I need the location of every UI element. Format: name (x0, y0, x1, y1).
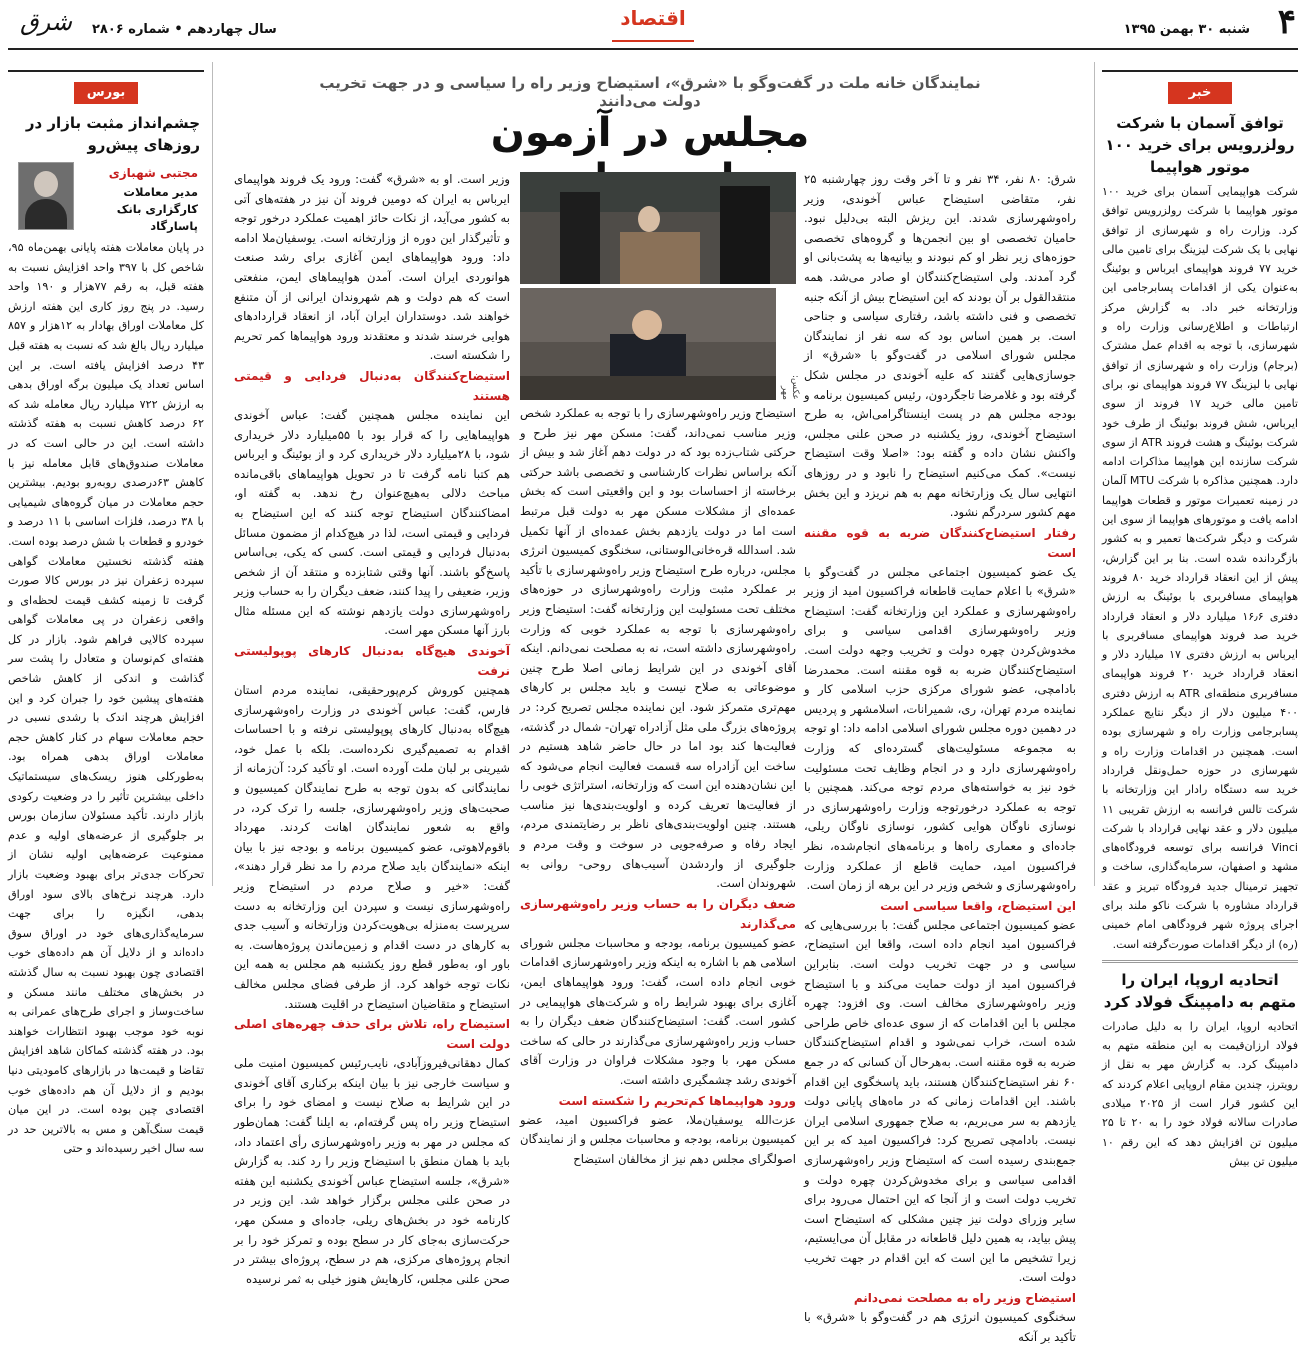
lead-headline: مجلس در آزمون (490, 110, 810, 156)
left-sidebar-rule (8, 70, 204, 72)
story-subhead: ورود هواپیماها کم‌تحریم را شکسته است (558, 1093, 796, 1108)
story-paragraph: همچنین کوروش کرم‌پورحقیقی، نماینده مردم استان فارس، گفت: عباس آخوندی در وزارت راه‌وشهرسازی هیچ‌گاه به‌دنبال کارهای پوپولیستی نرفته و با احساسات اقدام به تصمیم‌گیری نکرده‌است. بلکه با عمل خود، شیرینی بر لبان ملت آورده است. او تأکید کرد: آن‌زمانه از نمایندگانی که بدون توجه به طرح نمایندگان کمیسیون و صحبت‌های وزیر راه‌وشهرسازی، جلسه را ترک کرد، در واقع به شعور نمایندگان اهانت کردند. مهرداد باقوم‌لاهوتی، عضو کمیسیون برنامه و بودجه نیز با بیان اینکه «نمایندگان باید صلاح مردم را مد نظر قرار دهند»، گفت: «خیر و صلاح مردم در استیضاح وزیر راه‌وشهرسازی نیست و سپردن این وزارتخانه به دست سرپرست به‌منزله بی‌هویت‌کردن وزارتخانه و آسیب جدی به کارهای در دست اقدام و زمین‌ماندن پروژه‌هاست. به باور او، به‌طور قطع روز یکشنبه هم مجلس به همه این نکات توجه خواهد کرد. از طرفی فضای مجلس مخالف استیضاح و متقاضیان استیضاح در اقلیت هستند. (234, 683, 510, 1011)
lead-column-3 (234, 170, 511, 1286)
right-sidebar-rule (1102, 70, 1298, 72)
lead-column-2 (520, 404, 796, 1166)
news-body-1: شرکت هواپیمایی آسمان برای خرید ۱۰۰ موتور هواپیما با شرکت رولزرویس توافق کرد. وزارت راه و شهرسازی از توافق نهایی با یک شرکت لیزینگ برای تامین مالی خرید ۷۷ فروند هواپیمای ایرباس و بوئینگ به‌عنوان یکی از اقدامات پسابرجامی این وزارتخانه خبر داد. به گزارش مرکز ارتباطات و اطلاع‌رسانی وزارت راه و شهرسازی، با توجه به اقدام عمل مشترک (برجام) وزارت راه و شهرسازی از توافق نهایی با لیزینگ ۷۷ فروند هواپیمای نو، برای تامین مالی خرید ۱۷ فروند از سوی ایرباس، شش فروند بوئینگ از طرف خود شرکت بوئینگ و هشت فروند ATR از سوی شرکت سازنده این هواپیما مذاکرات ادامه دارد. همچنین مذاکره با شرکت MTU آلمان در زمینه تعمیرات موتور و قطعات هواپیما ادامه یافت و موتورهای هواپیما از سوی این شرکت و دیگر شرکت‌ها تعمیر و به کشور بازگردانده شده است. بنا بر این گزارش، پیش از این انعقاد قرارداد خرید ۸۰ فروند هواپیمای مسافربری با بوئینگ به ارزش دفتری ۱۶٫۶ میلیارد دلار و انعقاد قرارداد خرید صد فروند هواپیمای مسافربری با ایرباس به ارزش دفتری ۱۷ میلیارد دلار و انعقاد قرارداد خرید ۲۰ فروند هواپیمای مسافربری منطقه‌ای ATR به ارزش دفتری ۴۰۰ میلیون دلار از دیگر نتایج عملکرد پسابرجامی وزارت راه و شهرسازی بوده است. همچنین در اقدامات وزارت راه و شهرسازی در حوزه حمل‌ونقل قرارداد خرید سه دستگاه رادار این وزارتخانه با شرکت تالس فرانسه به ارزش تقریبی ۱۱ میلیون دلار و عقد نهایی قرارداد با شرکت Vinci فرانسه برای توسعه فرودگاه‌های مشهد و اصفهان، سرمایه‌گذاری، ساخت و تجهیز ترمینال جدید فرودگاه تبریز و عقد قرارداد مشاوره با شرکت ناکو ملند برای اجرای پروژه شهر فرودگاهی امام خمینی (ره) از دیگر اقدامات صورت‌گرفته است. (1102, 185, 1298, 951)
lead-column-1 (804, 170, 1076, 1344)
bourse-title: چشم‌انداز مثبت بازار در روزهای پیش‌رو (25, 114, 200, 154)
lead-photo-top (520, 172, 796, 284)
bourse-tag: بورس (74, 82, 138, 104)
issue-number: سال چهاردهم • شماره ۲۸۰۶ (92, 22, 277, 37)
photo-credit: عکس: مهر (780, 375, 800, 400)
lead-kicker: نمایندگان خانه ملت در گفت‌وگو با «شرق»، استیضاح وزیر راه را سیاسی و در جهت تخریب دولت می‌دانند (319, 74, 981, 110)
story-paragraph: عضو کمیسیون برنامه، بودجه و محاسبات مجلس شورای اسلامی هم با اشاره به اینکه وزیر راه‌وشهرسازی اقدامات خوبی انجام داده است، گفت: ورود هواپیماهای ایمن، آغازی برای بهبود شرایط راه و شرکت‌های هواپیمایی در کشور است. گفت: استیضاح‌کنندگان ضعف دیگران را به حساب وزیر راه‌وشهرسازی می‌گذارند در حالی که ساخت مسکن مهر، با وجود مشکلات فراوان در وزارت آقای آخوندی رشد چشمگیری داشته است. (520, 935, 796, 1087)
story-subhead: ضعف دیگران را به حساب وزیر راه‌وشهرسازی می‌گذارند (520, 896, 796, 931)
news-title-1: توافق آسمان با شرکت رولزرویس برای خرید ۱۰۰ موتور هواپیما (1105, 114, 1295, 176)
story-subhead: این استیضاح، واقعا سیاسی است (880, 898, 1076, 913)
author-block (8, 162, 204, 232)
page-number: ۴ (1277, 2, 1296, 42)
issue-date: شنبه ۳۰ بهمن ۱۳۹۵ (1123, 22, 1250, 37)
newspaper-logo: شرق (20, 8, 72, 36)
story-paragraph: این نماینده مجلس همچنین گفت: عباس آخوندی هواپیماهایی را که قرار بود با ۵۵میلیارد دلار خریداری شود، با ۲۸میلیارد دلار خریداری کرد و از بوئینگ و ایرباس هم کتبا نامه گرفت تا در تحویل هواپیماهای باقی‌مانده مباحث دلالی به‌هیچ‌عنوان رخ ندهد. به گفته او، امضاکنندگان استیضاح توجه کنند که این استیضاح به فردایی و قیمتی است، لذا در هیچ‌کدام از مضمون مسائل به‌دنبال فردایی و قیمتی است. کسی که یکی، بی‌اساس پاسخ‌گو باشند. آنها وقتی شتابزده و منتقد آن از شخص وزیر، ضعیفی را پیدا کنند، ضعف دیگران را به حساب وزیر راه‌وشهرسازی دولت یازدهم نوشته که این مسئله مثال بارز آنها مسکن مهر است. (234, 407, 511, 638)
story-subhead: آخوندی هیچ‌گاه به‌دنبال کارهای پوپولیستی نرفت (234, 644, 510, 679)
story-paragraph: سخنگوی کمیسیون انرژی هم در گفت‌وگو با «شرق» با تأکید بر آنکه (804, 1310, 1076, 1344)
author-title: مدیر معاملات کارگزاری بانک پاسارگاد (116, 185, 198, 233)
left-column-divider (212, 62, 213, 886)
news-divider (1102, 960, 1298, 963)
story-paragraph: عضو کمیسیون اجتماعی مجلس گفت: با بررسی‌هایی که فراکسیون امید انجام داده است، واقعا این استیضاح، سیاسی و در جهت تخریب دولت است. بنابراین فراکسیون امید از دولت حمایت می‌کند و با استیضاح وزیر راه‌وشهرسازی مخالف است. وی افزود: چهره مجلس با این اقدامات که از سوی عده‌ای خاص طراحی شده است، خراب نمی‌شود و اقدام استیضاح‌کنندگان ضربه به قوه مقننه است. به‌هرحال آن کسانی که در جمع ۶۰ نفر استیضاح‌کنندگان هستند، باید پاسخگوی این اقدام باشند. این اقدامات زمانی که در ماه‌های پایانی دولت یازدهم به سر می‌بریم، به صلاح جمهوری اسلامی ایران نیست. بادامچی تصریح کرد: فراکسیون امید که بر این جمع‌بندی رسیده است که استیضاح وزیر راه‌وشهرسازی اقدامی سیاسی و برای مخدوش‌کردن چهره دولت و تخریب دولت است و از آنجا که این احتمال می‌رود برای سایر وزرای دولت نیز چنین مشکلی که استیضاح است پیش بیاید، به همین دلیل قاطعانه در مقابل آن می‌ایستیم، زیرا تشخیص ما این است که این اقدام در جهت تخریب دولت است. (804, 917, 1076, 1285)
story-subhead: رفتار استیضاح‌کنندگان ضربه به قوه مقننه است (804, 525, 1076, 560)
story-paragraph: استیضاح وزیر راه‌وشهرسازی را با توجه به عملکرد شخص وزیر مناسب نمی‌داند، گفت: مسکن مهر نیز طرح و حرکتی شتاب‌زده بود که در دولت دهم آغاز شد و بیش از آنکه براساس نظرات کارشناسی و تخصصی باشد حرکتی برخاسته از احساسات بود و این واقعیتی است که بخش عمده‌ای از مشکلات مسکن مهر به دولت قبل مرتبط است اما در دولت یازدهم بخش عمده‌ای از آنها تکمیل شد. اسدالله قره‌خانی‌الوستانی، سخنگوی کمیسیون انرژی مجلس، درباره طرح استیضاح وزیر راه‌وشهرسازی با تأکید بر عملکرد مثبت وزارت راه‌وشهرسازی در حوزه‌های مختلف تحت مسئولیت این وزارتخانه گفت: استیضاح وزیر راه‌وشهرسازی با توجه به عملکرد خوبی که وزارت راه‌وشهرسازی داشته است، نه به مصلحت نمی‌دانم. اینکه آقای آخوندی در این شرایط زمانی اصلا طرح چنین موضوعاتی به صلاح نیست و باید مجلس بر کارهای مهم‌تری متمرکز شود. این نماینده مجلس تصریح کرد: در پروژه‌های بزرگ ملی مثل آزادراه تهران- شمال در گذشته، فعالیت‌ها کند بود اما در حال حاضر شاهد هستیم در ساخت این آزادراه سه قسمت فعالیت انجام می‌شود که این نشان‌دهنده این است که وزارتخانه، استراتژی خوبی را از فعالیت‌ها تعریف کرده و اولویت‌بندی‌ها نیز مناسب هستند. چنین اولویت‌بندی‌های ناظر بر رضایتمندی مردم، ایجاد رفاه و صرفه‌جویی در سوخت و وقت مردم و جلوگیری از وارد‌شدن آسیب‌های روحی- روانی به شهروندان است. (520, 406, 796, 891)
story-subhead: استیضاح‌کنندگان به‌دنبال فردایی و قیمتی هستند (234, 368, 510, 403)
story-paragraph: یک عضو کمیسیون اجتماعی مجلس در گفت‌وگو با «شرق» با اعلام حمایت قاطعانه فراکسیون امید از وزیر راه‌وشهرسازی و عملکرد این وزارتخانه گفت: استیضاح وزیر راه‌وشهرسازی اقدامی سیاسی و برای مخدوش‌کردن چهره دولت و تخریب وجهه دولت است. استیضاح‌کنندگان ضربه به قوه مقننه است. محمدرضا بادامچی، عضو شورای مرکزی حزب اسلامی کار و نماینده مردم تهران، ری، شمیرانات، اسلامشهر و پردیس در دهمین دوره مجلس شورای اسلامی ادامه داد: او توجه به مجموعه مسئولیت‌های گسترده‌ای که وزارت راه‌وشهرسازی دارد و در انجام وظایف تحت مسئولیت خود نیز به خواسته‌های مردم توجه می‌کند. همچنین با توجه به عملکرد درخورتوجه وزارت راه‌وشهرسازی در نوسازی ناوگان هوایی کشور، نوسازی ناوگان ریلی، جاده‌ای و معماری راه‌ها و برنامه‌های انجام‌شده، نظر فراکسیون امید، حمایت قاطع از عملکرد وزارت راه‌وشهرسازی و شخص وزیر در این برهه از زمان است. (804, 564, 1076, 893)
news-title-2: اتحادیه اروپا، ایران را متهم به دامپینگ فولاد کرد (1103, 970, 1297, 1011)
story-paragraph: شرق: ۸۰ نفر، ۳۴ نفر و تا آخر وقت روز چهارشنبه ۲۵ نفر، متقاضی استیضاح عباس آخوندی، وزیر راه‌وشهرسازی شدند. این ریزش البته بی‌دلیل نبود. حامیان تخصصی او بین انجمن‌ها و گروه‌های تخصصی حوزه‌های زیر نظر او کم نبودند و بیانیه‌ها به پشت‌بانی او گرد آمدند. ولی استیضاح‌کنندگان او صادر می‌شد. همه منتقدالقول بر آن بودند که این استیضاح بیش از آنکه جنبه تخصصی و فنی داشته باشد، رفتاری سیاسی و جناحی است. بر همین اساس بود که سه نفر از نمایندگان مجلس شورای اسلامی در گفت‌وگو با «شرق» از جوسازی‌هایی گفتند که علیه آخوندی در مجلس شکل گرفته بود و غلامرضا تاجگردون، رئیس کمیسیون برنامه و بودجه مجلس هم در پست اینستاگرامی‌اش، به طرح استیضاح آخوندی، روز یکشنبه در صحن علنی مجلس، واکنش نشان داده و گفته بود: «اصلا وقت استیضاح نیست». کمک می‌کنیم استیضاح را نابود و در روزهای انتهایی سال یک وزارتخانه مهم به هم نریزد و این بخش مهم کشور سردرگم نشود. (804, 172, 1076, 520)
news-body-2: اتحادیه اروپا، ایران را به دلیل صادرات فولاد ارزان‌قیمت به این منطقه متهم به دامپینگ کرد. به گزارش مهر به نقل از رویترز، چندین مقام اروپایی اعلام کردند که این کشور قرار است از ۲۰۲۵ میلادی صادرات سالانه فولاد خود را به ۲۰ تا ۲۵ میلیون تن افزایش دهد که این رقم ۱۰ میلیون تن بیش (1102, 1019, 1299, 1168)
right-column-divider (1094, 62, 1095, 886)
section-title: اقتصاد (620, 6, 686, 30)
news-tag: خبر (1168, 82, 1232, 104)
left-sidebar (8, 62, 204, 1156)
right-sidebar (1102, 62, 1299, 1168)
story-paragraph: عزت‌الله یوسفیان‌ملا، عضو فراکسیون امید، عضو کمیسیون برنامه، بودجه و محاسبات مجلس و از نمایندگان اصولگرای مجلس دهم نیز از مخالفان استیضاح (520, 1112, 796, 1166)
author-name: مجتبی شهبازی (108, 166, 198, 180)
section-underline (612, 40, 694, 48)
author-photo (18, 162, 74, 230)
story-paragraph: کمال دهقانی‌فیروزآبادی، نایب‌رئیس کمیسیون امنیت ملی و سیاست خارجی نیز با بیان اینکه برکناری آقای آخوندی در این شرایط به صلاح نیست و امضای خود را برای استیضاح وزیر راه پس گرفته‌ام، به ایلنا گفت: همان‌طور که مجلس در مهر به وزیر راه‌وشهرسازی رأی اعتماد داد، باید با همان منطق با استیضاح وزیر را رد کند. به گزارش «شرق»، جلسه استیضاح عباس آخوندی یکشنبه این هفته در صحن علنی مجلس برگزار خواهد شد. این وزیر در کارنامه خود در بخش‌های ریلی، جاده‌ای و مسکن مهر، حرکت‌سازی به‌جای کار در سطح بوده و تمرکز خود را بر انجام پروژه‌های مرکزی، هم در سطح، پروژه‌ای بیشتر در صحن علنی مجلس، کارهایش هنوز خیلی به ثمر نرسیده (234, 1056, 510, 1286)
story-subhead: استیضاح وزیر راه به مصلحت نمی‌دانم (853, 1291, 1076, 1306)
story-paragraph: وزیر است. او به «شرق» گفت: ورود یک فروند هواپیمای ایرباس به ایران که دومین فروند آن نیز در هفته‌های آتی به کشور می‌آید، از نکات حائز اهمیت عملکرد درخور توجه و تأثیرگذار این دوره از وزارتخانه است. یوسفیان‌ملا ادامه داد: ورود هواپیماهای ایمن آغازی برای رشد صنعت هوانوردی ایران است. آمدن هواپیماهای ایمن، منفعتی است که هم دولت و هم شهروندان ایرانی از آن متنفع خواهند شد. دوستداران ایران آباد، از انعقاد قراردادهای هوایی خرسند شدند و معتقدند ورود هواپیماها کمر تحریم را شکسته است. (234, 172, 510, 363)
lead-photo-bottom (520, 288, 776, 400)
story-subhead: استیضاح راه، تلاش برای حذف چهره‌های اصلی دولت است (234, 1017, 510, 1052)
bourse-body: در پایان معاملات هفته پایانی بهمن‌ماه ۹۵، شاخص کل با ۳۹۷ واحد افزایش نسبت به هفته قبل، به رقم ۷۷هزار و ۱۹۰ واحد رسید. در پنج روز کاری این هفته ارزش کل معاملات اوراق بهادار به ۱۲هزار و ۸۵۷ میلیارد ریال بالغ شد که نسبت به هفته قبل ۴۳ درصد افزایش یافته است. بر این اساس تعداد یک میلیون برگه اوراق بدهی به ارزش ۷۲۲ میلیارد ریال معامله شد که ۶۲ درصد کاهش نسبت به هفته گذشته داشته است. این در حالی است که در معاملات صندوق‌های قابل معامله نیز با کاهش ۶۳درصدی روبه‌رو بودیم. بیشترین حجم معاملات در میان گروه‌های شیمیایی با ۳۸ درصد، فلزات اساسی با ۱۱ درصد و خودرو و قطعات با شش درصد بوده است. هفته گذشته نخستین معاملات گواهی سپرده زعفران نیز در بورس کالا صورت گرفت تا زمینه کشف قیمت لحظه‌ای و واقعی زعفران در پی معاملات گواهی سپرده کالایی فراهم شود. بازار در کل هفته‌ای کم‌نوسان و متعادل را پشت سر گذاشت و اندکی از کاهش شاخص هفته‌های پیشین خود را جبران کرد و این افزایش هرچند اندک با رشدی نسبی در حجم معاملات سهام در کنار کاهش حجم معاملات اوراق بدهی همراه بود. به‌طورکلی هنوز ریسک‌های سیستماتیک داخلی بیشترین تأثیر را در وضعیت رکودی بازار دارند. تأکید مسئولان سازمان بورس بر جلوگیری از عرضه‌های اولیه و عدم ممنوعیت عرضه‌هایی اولیه نشان از تحرکات جدی‌تر برای بهبود وضعیت بازار دارد. هرچند نرخ‌های بالای سود اوراق بدهی، انگیزه را برای جهت سرمایه‌گذاری‌های خود در اوراق سوق داده‌اند و از دلایل آن هم داده‌های خوب اقتصادی چون بهبود نسبت به سال گذشته در بخش‌های مختلف مانند مسکن و ساخت‌وساز و اجرای طرح‌های عمرانی به نوبه خود موجب بهبود انتظارات خواهند بود. در هفته گذشته کماکان شاهد افزایش تقاضا و قیمت‌ها در بازارهای کامودیتی دنیا بودیم و از دلایل آن هم داده‌های خوب اقتصادی چین بوده است. در این میان قیمت سنگ‌آهن و مس به بالاترین حد در سه سال اخیر رسیده‌اند و حتی (8, 241, 204, 1156)
masthead-rule (8, 48, 1298, 50)
